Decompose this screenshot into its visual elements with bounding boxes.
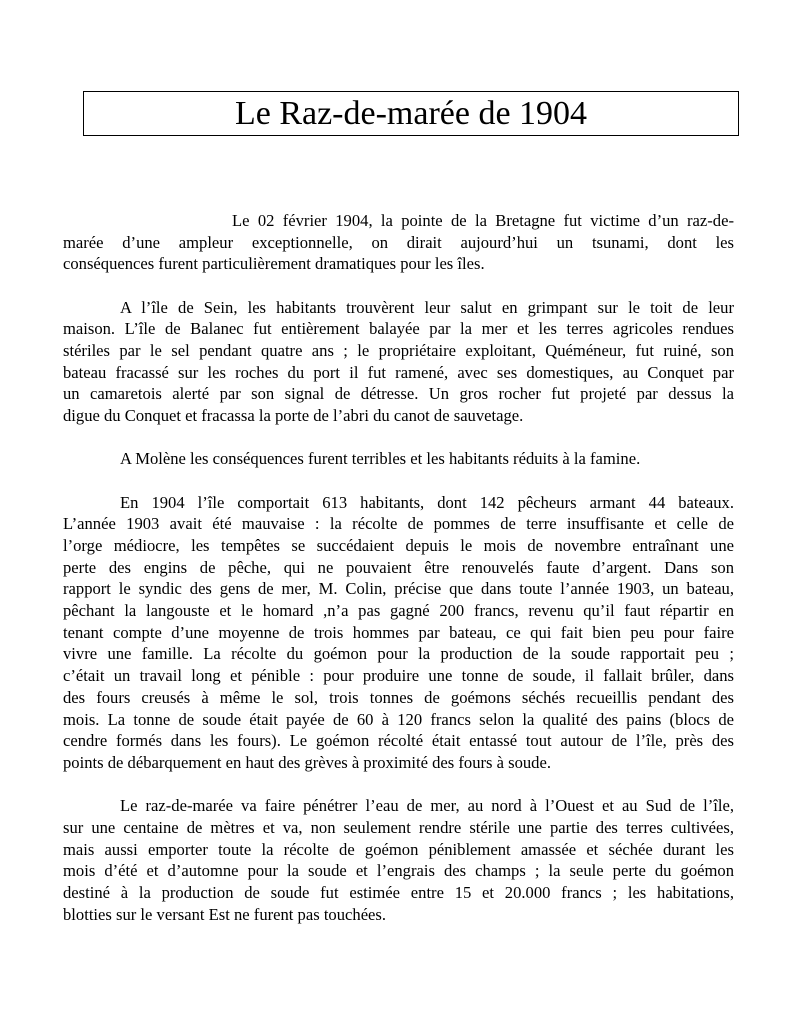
text-line: A l’île de Sein, les habitants trouvèrent leur salut en grimpant sur le toit de leur [120, 297, 734, 317]
text-line: En 1904 l’île comportait 613 habitants, dont 142 pêcheurs armant 44 bateaux. [120, 492, 734, 512]
paragraph-5 [63, 795, 734, 925]
text-line: conséquences furent particulièrement dramatiques pour les îles. [63, 254, 485, 274]
text-line: cendre formés dans les fours). Le goémon récolté était entassé tout autour de l’île, près des [63, 731, 734, 751]
text-line: mois. La tonne de soude était payée de 60 à 120 francs selon la qualité des pains (blocs de [63, 709, 734, 729]
text-line: destiné à la production de soude fut estimée entre 15 et 20.000 francs ; les habitations, [63, 882, 734, 902]
paragraph-1 [63, 210, 734, 275]
text-line: des fours creusés à même le sol, trois tonnes de goémons séchés recueillis pendant des [63, 687, 734, 707]
text-line: Le 02 février 1904, la pointe de la Bretagne fut victime d’un raz-de- [232, 211, 734, 230]
text-line: L’année 1903 avait été mauvaise : la récolte de pommes de terre insuffisante et celle de [63, 514, 734, 534]
text-line: blotties sur le versant Est ne furent pas touchées. [63, 904, 387, 924]
text-line: maison. L’île de Balanec fut entièrement balayée par la mer et les terres agricoles rendues [63, 319, 734, 339]
document-body [63, 210, 734, 947]
text-line: bateau fracassé sur les roches du port il fut ramené, avec ses domestiques, au Conquet par [63, 362, 734, 382]
title-box [83, 91, 739, 136]
paragraph-2 [63, 297, 734, 427]
text-line: l’orge médiocre, les tempêtes se succédaient depuis le mois de novembre entraînant une [63, 535, 734, 555]
text-line: Le raz-de-marée va faire pénétrer l’eau de mer, au nord à l’Ouest et au Sud de l’île, [120, 796, 734, 816]
text-line: pêchant la langouste et le homard ,n’a pas gagné 200 francs, revenu qu’il faut répartir en [63, 601, 734, 621]
text-line: rapport le syndic des gens de mer, M. Colin, précise que dans toute l’année 1903, un bateau, [63, 579, 734, 599]
text-line: marée d’une ampleur exceptionnelle, on dirait aujourd’hui un tsunami, dont les [63, 232, 734, 252]
text-line: mais aussi emporter toute la récolte de goémon péniblement amassée et séchée durant les [63, 839, 734, 859]
text-line: stériles par le sel pendant quatre ans ; le propriétaire exploitant, Quéméneur, fut ruiné, son [63, 341, 734, 361]
paragraph-3 [63, 448, 734, 470]
text-line: tenant compte d’une moyenne de trois hommes par bateau, ce qui fait bien peu pour faire [63, 622, 734, 642]
text-line: sur une centaine de mètres et va, non seulement rendre stérile une partie des terres cultivées, [63, 817, 734, 837]
text-line: A Molène les conséquences furent terribles et les habitants réduits à la famine. [120, 449, 641, 469]
text-line: c’était un travail long et pénible : pour produire une tonne de soude, il fallait brûler, dans [63, 666, 734, 686]
text-line: mois d’été et d’automne pour la soude et l’engrais des champs ; la seule perte du goémon [63, 861, 734, 881]
paragraph-4 [63, 492, 734, 774]
text-line: points de débarquement en haut des grèves à proximité des fours à soude. [63, 752, 551, 772]
text-line: digue du Conquet et fracassa la porte de l’abri du canot de sauvetage. [63, 406, 524, 426]
page-title: Le Raz-de-marée de 1904 [234, 94, 588, 132]
text-line: un camaretois alerté par son signal de détresse. Un gros rocher fut projeté par dessus la [63, 384, 734, 404]
text-line: perte des engins de pêche, qui ne pouvaient être renouvelés faute d’argent. Dans son [63, 557, 734, 577]
text-line: vivre une famille. La récolte du goémon pour la production de la soude rapportait peu ; [63, 644, 734, 664]
